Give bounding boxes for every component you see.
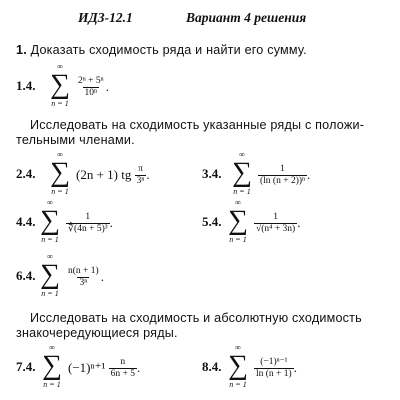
fraction: [135, 163, 150, 187]
term-end: .: [100, 269, 104, 284]
task-1-text: Доказать сходимость ряда и найти его сумму.: [30, 43, 307, 57]
numerator: 1: [280, 163, 285, 174]
series-term: [76, 160, 150, 190]
problem-2-4: [16, 150, 196, 200]
sum-sign: ∑: [40, 205, 60, 236]
series-term: [66, 208, 113, 238]
problem-label: 2.4.: [16, 166, 36, 181]
problem-label: 8.4.: [202, 359, 222, 374]
problem-7-4: [16, 343, 196, 393]
problem-label: 6.4.: [16, 268, 36, 283]
problem-1-4: [16, 62, 196, 112]
problem-6-4: [16, 252, 196, 302]
term-end: .: [293, 360, 297, 375]
sum-upper-limit: ∞: [235, 343, 241, 352]
task-2-line-1: Исследовать на сходимость указанные ряды с положи-: [30, 118, 365, 132]
series-term: [254, 353, 297, 383]
fraction: [254, 212, 297, 235]
problem-5-4: [202, 198, 392, 248]
series-term: [66, 262, 104, 292]
problem-label: 1.4.: [16, 78, 36, 93]
denominator: (ln (n + 2))ⁿ: [260, 175, 306, 186]
sum-upper-limit: ∞: [47, 252, 53, 261]
fraction: [66, 212, 110, 235]
sum-lower-limit: n = 1: [51, 99, 69, 108]
document-code: ИДЗ-12.1: [78, 10, 133, 25]
numerator: n: [120, 356, 126, 367]
term-prefix: (2n + 1) tg: [76, 167, 132, 182]
term-end: .: [105, 79, 109, 94]
denominator: 3ⁿ: [136, 175, 145, 186]
term-end: .: [136, 360, 141, 375]
problem-label: 3.4.: [202, 166, 222, 181]
numerator: n(n + 1): [68, 265, 99, 276]
fraction: [66, 266, 101, 289]
fraction: [254, 357, 294, 380]
problem-3-4: [202, 150, 392, 200]
series-term: [68, 353, 140, 383]
series-term: [76, 72, 109, 102]
term-end: .: [109, 215, 113, 230]
sum-lower-limit: n = 1: [41, 235, 59, 244]
problem-label: 5.4.: [202, 214, 222, 229]
series-term: [254, 208, 300, 238]
task-1-number: 1.: [16, 43, 27, 57]
numerator: 1: [85, 211, 91, 222]
problem-label: 4.4.: [16, 214, 36, 229]
problem-8-4: [202, 343, 392, 393]
sum-lower-limit: n = 1: [43, 380, 61, 389]
sum-upper-limit: ∞: [57, 62, 63, 71]
fraction: [109, 357, 137, 380]
task-3-line-1: Исследовать на сходимость и абсолютную сходимость: [30, 311, 362, 325]
fraction: [76, 76, 106, 99]
numerator: (−1)ⁿ⁻¹: [260, 356, 288, 367]
numerator: 1: [273, 211, 278, 222]
sum-lower-limit: n = 1: [41, 289, 59, 298]
sum-sign: ∑: [50, 69, 70, 100]
task-2-line-2: тельными членами.: [16, 133, 135, 147]
term-prefix: (−1)ⁿ⁺¹: [68, 360, 106, 375]
denominator: √(n⁴ + 3n): [256, 223, 296, 234]
denominator: ∜(4n + 5)³: [68, 223, 108, 234]
sum-upper-limit: ∞: [239, 150, 245, 159]
task-1: [16, 43, 307, 58]
denominator: 6n + 5: [110, 368, 135, 379]
problem-label: 7.4.: [16, 359, 36, 374]
task-3-line-2: знакочередующиеся ряды.: [16, 326, 178, 340]
term-end: .: [146, 167, 150, 182]
series-term: [258, 160, 310, 190]
fraction: [258, 164, 307, 187]
numerator: 2ⁿ + 5ⁿ: [78, 75, 104, 86]
variant-title: Вариант 4 решения: [186, 10, 307, 25]
sum-upper-limit: ∞: [49, 343, 55, 352]
problem-4-4: [16, 198, 196, 248]
sum-sign: ∑: [50, 157, 70, 188]
sum-lower-limit: n = 1: [229, 380, 247, 389]
sum-sign: ∑: [42, 350, 62, 381]
sum-sign: ∑: [40, 259, 60, 290]
denominator: 3ⁿ: [79, 277, 88, 288]
sum-sign: ∑: [232, 157, 252, 188]
sum-sign: ∑: [228, 350, 248, 381]
sum-lower-limit: n = 1: [233, 187, 251, 196]
sum-sign: ∑: [228, 205, 248, 236]
sum-upper-limit: ∞: [47, 198, 53, 207]
term-end: .: [297, 215, 301, 230]
denominator: 10ⁿ: [84, 87, 98, 98]
sum-lower-limit: n = 1: [229, 235, 247, 244]
sum-upper-limit: ∞: [57, 150, 63, 159]
denominator: ln (n + 1): [256, 368, 292, 379]
term-end: .: [307, 167, 311, 182]
sum-lower-limit: n = 1: [51, 187, 69, 196]
numerator: π: [138, 163, 143, 174]
sum-upper-limit: ∞: [235, 198, 241, 207]
